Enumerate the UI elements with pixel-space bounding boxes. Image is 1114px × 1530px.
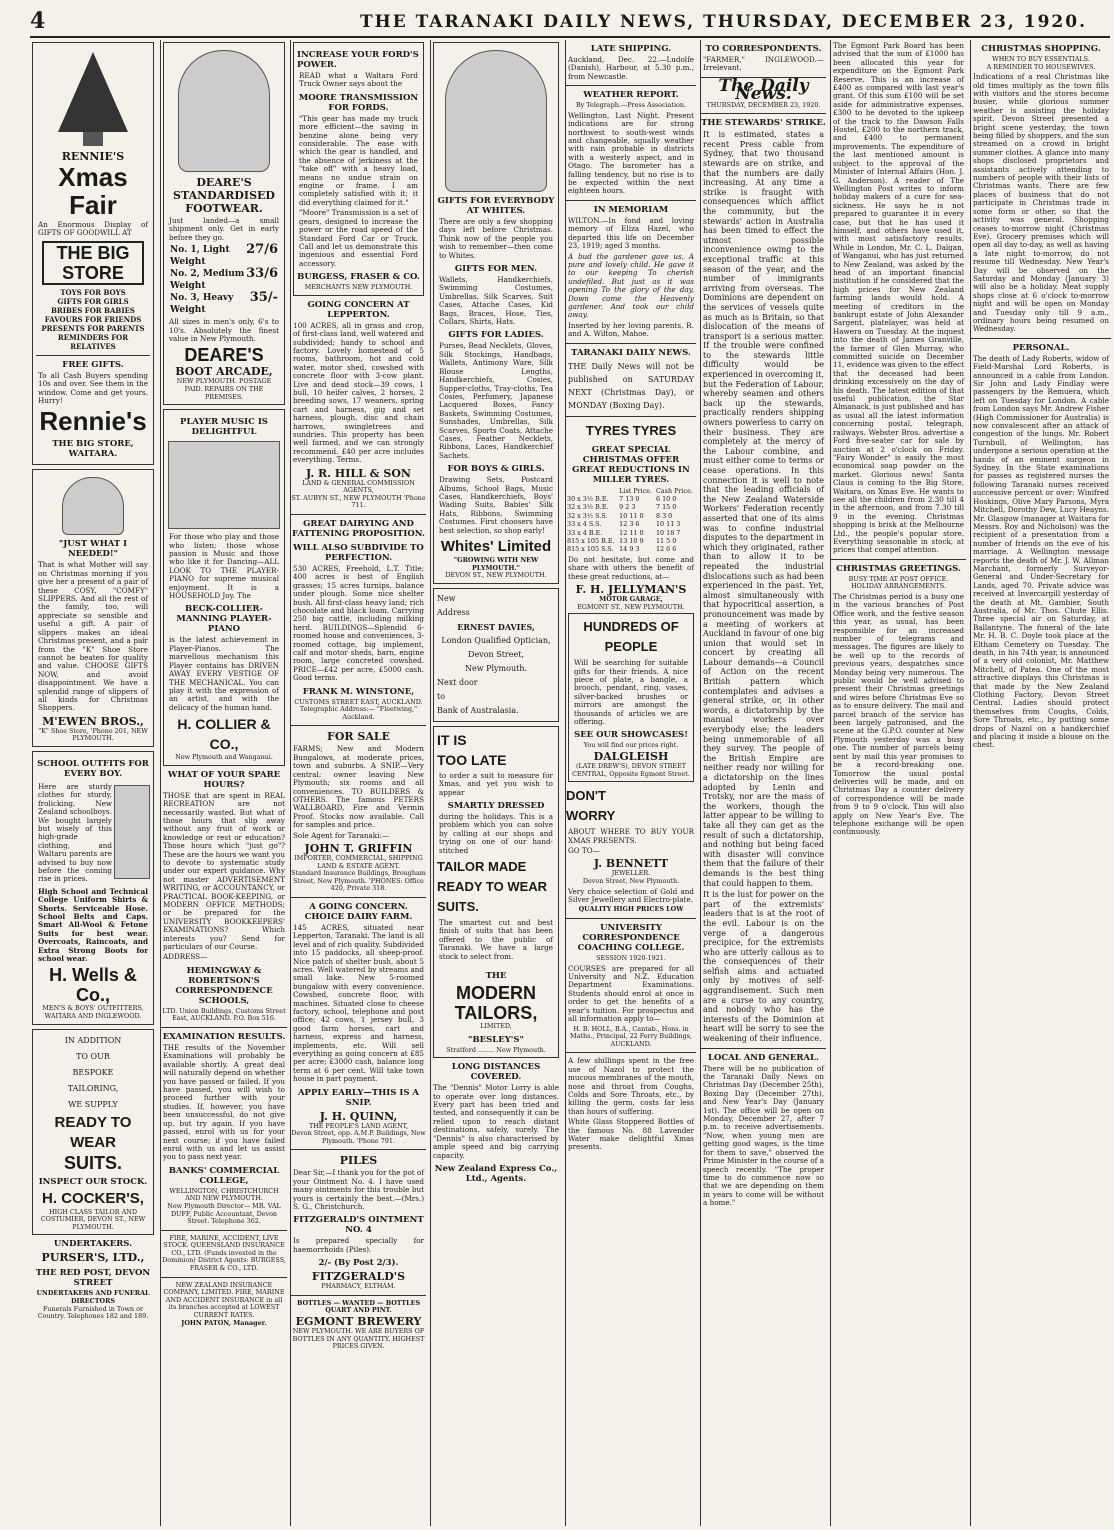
lepperton-body: 100 ACRES, all in grass and crop, of first-class land, well watered and subdivided; handy to school and factory. Lovely homestead of 5 rooms, bathroom, hot and cold water, motor shed, cowshed with concrete floor with 3-cow plant. Live and dead stock—39 cows, 1 bull, 10 heifer calves, 2 horses, 2 breeding sows, 17 weaners, spring cart and harness, gig and set harness, plough, disc and chain harrows, swingletrees and sundries. This property has been well farmed, and we can strongly recommend. £40 per acre includes everything. Terms.: [293, 320, 424, 465]
mcewen-address: "K" Shoe Store, 'Phone 201, NEW PLYMOUTH.: [38, 726, 148, 743]
player-music-heading: PLAYER MUSIC IS DELIGHTFUL: [180, 417, 268, 438]
forsale-body: FARMS; New and Modern Bungalows, at moderate prices, town and suburbs. A SNIP.—Very central; owner leaving New Plymouth; six rooms and all conveniences. TO BUILDERS & OTHERS. The famous PETERS WALLBOARD, Fire and Vermin Proof. Stocks now available. Call for samples and price.: [293, 744, 424, 830]
greetings-sub: BUSY TIME AT POST OFFICE.: [848, 574, 949, 583]
gift-list-item: PRESENTS FOR PARENTS: [41, 323, 145, 333]
strike-body2: It is the lust for power on the part of the extremists' leaders that is at the root of the evil. Labour is on the verge of a dangerous precipice, for the extremists who are utterly callous as to the consequences of their selfish aims and actuated only by motives of self-aggrandisement. Such men are a curse to any country, and nobody who has the interests of the Dominion at heart will be sorry to see the weakening of their influence.: [703, 890, 824, 1044]
davies-line: New: [437, 593, 456, 603]
fitzgerald-address: PHARMACY, ELTHAM.: [321, 1282, 396, 1291]
table-cell: 10 11 3: [655, 520, 681, 529]
gift-list-item: REMINDERS FOR RELATIVES: [57, 332, 129, 351]
table-cell: 8 3 0: [655, 511, 673, 520]
gift-list-item: FAVOURS FOR FRIENDS: [44, 314, 142, 324]
weather-body: Wellington, Last Night. Present indications are for strong northwest to south-west winds and changeable, squally weather with rain probable in districts with a westerly aspect, and in Otago. The barometer has a falling tendency, but no rise is to be expected within the next eighteen hours.: [568, 110, 694, 196]
dalgleish-ad: [568, 613, 694, 782]
hundreds-heading: HUNDREDS OF PEOPLE: [583, 619, 679, 655]
table-header: List Price.: [619, 486, 653, 495]
column-6: [700, 40, 826, 1526]
davies-line: New Plymouth.: [464, 663, 528, 673]
weather-sub: By Telegraph.—Press Association.: [575, 101, 687, 110]
column-4: [430, 40, 561, 1526]
university-session: SESSION 1920-1921.: [596, 954, 666, 963]
correspondents-body: "FARMER," INGLEWOOD.—Irrelevant.: [703, 55, 824, 73]
page-columns: [30, 40, 1110, 1526]
tree-pot-icon: [83, 132, 103, 146]
piles-product: FITZGERALD'S OINTMENT NO. 4: [293, 1215, 424, 1236]
table-cell: 6 10 0: [655, 494, 677, 503]
modern-the: THE: [485, 971, 507, 982]
whites-body: There are only a few shopping days left before Christmas. Think now of the people you wish to remember—then come to Whites.: [439, 217, 553, 260]
late-body: to order a suit to measure for Xmas, and yet you wish to appear: [439, 770, 553, 797]
table-cell: 13 10 9: [619, 537, 644, 545]
bennett-quality: QUALITY HIGH PRICES LOW: [578, 905, 684, 914]
deare-ad: [163, 42, 285, 405]
price-row: [167, 244, 281, 268]
winstone-telegraphic: Telegraphic Address:— "Fleetwing," Auckland.: [299, 705, 418, 721]
exam-ad: [161, 1032, 287, 1226]
column-8: [970, 40, 1111, 1526]
tyres-ad: [566, 421, 696, 612]
memoriam-verse: A bud the gardener gave us, A pure and lovely child. He gave it to our keeping To cherish undefiled. But just as it was opening To the glory of the day, Down came the Heavenly gardener, And took our child away.: [568, 251, 694, 320]
table-row: [566, 529, 696, 537]
table-cell: 12 3 6: [619, 520, 640, 529]
piano-body2: is the latest achievement in Player-Pianos. The marvellous mechanism this Player contains has DRIVEN AWAY EVERY VESTIGE OF THE MECHANICAL. You can play it with the expression of an artist, and with the delicacy of the human hand.: [169, 635, 279, 712]
insurance-ad: [161, 1235, 287, 1328]
queensland-insurance: FIRE, MARINE, ACCIDENT, LIVE STOCK. QUEENSLAND INSURANCE CO., LTD. (Funds invested in the Dominion) District Agents: BURGESS, FRASER & CO., LTD.: [162, 1233, 286, 1273]
table-header-row: [566, 487, 696, 495]
cocker-address: HIGH CLASS TAILOR AND COSTUMIER, DEVON ST., NEW PLYMOUTH.: [40, 1207, 146, 1231]
modern-limited: LIMITED,: [480, 1022, 512, 1031]
piles-spec: Is prepared specially for haemorrhoids (Piles).: [293, 1236, 424, 1254]
burgess-address: MERCHANTS NEW PLYMOUTH.: [304, 283, 413, 292]
purser-firm: PURSER'S, LTD.,: [41, 1251, 145, 1265]
banks-director: New Plymouth Director— MR. VAL DUFF, Public Accountant, Devon Street. Telephone 362.: [167, 1201, 281, 1226]
purser-phones: Funerals Furnished in Town or Country. Telephones 182 and 189.: [37, 1304, 149, 1321]
free-gifts-heading: FREE GIFTS.: [62, 359, 124, 370]
shopping-body: Indications of a real Christmas like old times multiply as the town fills with visitors and the stores become busier, while glorious summer weather is assisting the holiday spirit. Devon Street presented a bright scene yesterday, the town being filled by shoppers, and the sun streamed on a crowd in bright summer clothes. A glance into many shops disclosed proprietors and assistants actively attending to numbers of people with their lists of Christmas wants. There are few places of business that do not participate in Christmas trade in some form or other, so that the activity was general. Shopping ceases to-morrow night (Christmas Eve). Grocery premises which will open all day to-day, as well as having a late night to-morrow, do not resume till Wednesday. New Year's Day will be observed on the Saturday and Monday (January 3) will also be a holiday. Meat supply shops close at 6 o'clock to-morrow night and will be open on Monday and Tuesday only till 9 a.m., ordinary hours being resumed on Wednesday.: [973, 72, 1109, 334]
local-continued: The Egmont Park Board has been advised that the sum of £1000 has been allocated this year for expenditure on the Egmont Park Reserve. This is an increase of £400 as compared with last year's grant. Of this sum £100 will be set aside for administrative expenses, £300 to be devoted to the upkeep of the track to the Dawson Falls Hostel, £200 to the northern track, and £400 to permanent improvements. The expenditure of the last mentioned amount is subject to the approval of the Minister of Internal Affairs (Hon. J. G. Anderson). A reader of The Wellington Post writes to inform holiday makers of a cure for sea-sickness. He says he is not prepared to guarantee it in every case, but that he has used it himself, and others have used it, with most satisfactory results. While in London, Mr. C. L. Dalgan, of Wanganui, who has just returned to New Zealand, was asked by the head of an important financial institution if he considered that the high prices for New Zealand farming lands would hold. A meeting of creditors in the bankrupt estate of John Alexander Sargent, platelayer, was held at Hawera on Tuesday. At the inquest into the death of James Granville, the farmer of Glen Murray, who committed suicide on December 11, evidence was given to the effect that the deceased had been drinking excessively on the day of his death. The latest edition of that useful publication, the Star Almanack, is just published and has as usual all the latest information concerning postal, telegraph, railways. Webster Bros. advertise a Ford five-seater car for sale by auction at 2 o'clock on Friday. "Fairy Wonder" is easily the most economical soap powder on the market. Glorious news! Santa Claus is coming to the Big Store, Waitara, on Xmas Eve. He wants to see all the children from 2.30 till 4 in the afternoon, and from 7.30 till 9 in the evening. Christmas shopping is brisk at the Melbourne Ltd., the people's popular store. Everything seasonable in stock, at prices that compel attention.: [833, 41, 964, 555]
bennett-address: Devon Street, New Plymouth.: [582, 877, 680, 886]
cocker-ad: [32, 1029, 154, 1236]
column-2: [160, 40, 287, 1526]
wells-address: MEN'S & BOYS' OUTFITTERS, WAITARA AND INGLEWOOD.: [42, 1004, 144, 1021]
table-cell: 14 9 3: [619, 545, 640, 554]
winstone-firm: FRANK M. WINSTONE,: [302, 686, 415, 697]
piano-model: BECK-COLLIER-MANNING PLAYER-PIANO: [176, 604, 272, 635]
it-is: IT IS: [437, 731, 467, 748]
price-label: No. 1, Light Weight: [170, 245, 230, 268]
deare-address: NEW PLYMOUTH. POSTAGE PAID. REPAIRS ON THE PREMISES.: [176, 377, 272, 401]
greetings-sub2: HOLIDAY ARRANGEMENTS.: [851, 582, 946, 591]
man-portrait-illustration-icon: [178, 50, 270, 172]
going-concern-apply: APPLY EARLY—THIS IS A SNIP.: [297, 1087, 420, 1108]
forsale-agent: Sole Agent for Taranaki:—: [293, 830, 390, 840]
purser-address: THE RED POST, DEVON STREET: [35, 1268, 151, 1289]
memoriam-body: WILTON.—In fond and loving memory of Eliza Hazel, who departed this life on December 23, 1919; aged 3 months.: [568, 215, 694, 251]
see-showcases: SEE OUR SHOWCASES!: [574, 730, 688, 741]
piano-player-illustration-icon: [168, 441, 280, 529]
whites-address: DEVON ST., NEW PLYMOUTH.: [445, 571, 547, 580]
banks-firm: BANKS' COMMERCIAL COLLEGE,: [168, 1165, 280, 1186]
wells-firm: H. Wells & Co.,: [49, 965, 137, 1006]
masthead: [30, 6, 1110, 38]
going-concern-body: 145 ACRES, situated near Lepperton, Taranaki. The land is all level and of rich quality. Subdivided into 15 paddocks, all sheep-proof. Nice patch of shelter bush, about 5 acres. Well watered by streams and small lake. New 5-roomed bungalow with every convenience. Cowshed, concrete floor, with machines. Situated close to cheese factory, school, telephone and post office; 42 cows, 1 jersey bull, 3 good farm horses, cart and harness, express and harness, implements, etc. Will sell everything as going concern at £85 per acre; £3000 cash, balance long term at 6 per cent. Will take town house in part payment.: [293, 922, 424, 1084]
gift-list-item: BRIBES FOR BABIES: [50, 305, 135, 315]
spare-hours-heading: WHAT OF YOUR SPARE HOURS?: [167, 769, 281, 790]
big-store-logo: THE BIG STORE: [42, 241, 144, 285]
late-body3: The smartest cut and best finish of suits that has been offered to the public of Taranaki. We have a large stock to select from.: [439, 918, 553, 961]
ford-quote: "This gear has made my truck more efficient—the saving in benzine alone being very considerable. The ease with which the gear is handled, and the absence of jerkiness at the "take off" with a heavy load, means no undue strain on engine or frame. I am completely satisfied with it; it did everything claimed for it.": [299, 113, 418, 207]
deare-intro: Just landed—a small shipment only. Get in early before they go.: [169, 216, 279, 242]
cocker-line: WE SUPPLY: [68, 1099, 118, 1109]
spare-hours-ad: [161, 770, 287, 1023]
gift-list: [36, 288, 150, 351]
table-row: [566, 495, 696, 503]
burgess-firm: BURGESS, FRASER & CO.: [297, 272, 420, 283]
distance-heading: LONG DISTANCES COVERED.: [451, 1062, 541, 1083]
jellyman-address: EGMONT ST., NEW PLYMOUTH.: [577, 602, 685, 611]
xmas-fair-headline: Xmas Fair: [58, 162, 128, 220]
deare-sizes: All sizes in men's only, 6's to 10's. Absolutely the finest value in New Plymouth.: [169, 317, 279, 344]
table-cell: 33 x 4 S.S.: [567, 520, 602, 529]
column-3: [290, 40, 426, 1526]
ford-heading: INCREASE YOUR FORD'S POWER.: [297, 50, 419, 70]
tailor-made: TAILOR MADE: [437, 859, 527, 875]
smartly-dressed: SMARTLY DRESSED: [447, 801, 545, 811]
collier-ad: [163, 409, 285, 766]
going-concern-heading: A GOING CONCERN. CHOICE DAIRY FARM.: [304, 901, 413, 922]
rennies-footer: Rennie's: [39, 406, 147, 437]
modern-word: MODERN: [456, 983, 536, 1004]
lepperton-heading: GOING CONCERN AT LEPPERTON.: [307, 299, 410, 320]
too-late: TOO LATE: [437, 751, 507, 768]
table-row: [566, 512, 696, 520]
local-heading: LOCAL AND GENERAL.: [708, 1052, 819, 1063]
table-cell: 10 11 0: [619, 511, 644, 520]
greetings-heading: CHRISTMAS GREETINGS.: [836, 563, 961, 574]
gifts-men-heading: GIFTS FOR MEN.: [454, 264, 538, 275]
column-7: [830, 40, 966, 1526]
griffin-title: IMPORTER, COMMERCIAL, SHIPPING LAND & ESTATE AGENT.: [294, 853, 423, 870]
purser-line: UNDERTAKERS AND FUNERAL DIRECTORS: [36, 1289, 150, 1306]
deare-firm: DEARE'S: [184, 345, 264, 366]
university-ad: [566, 923, 696, 1048]
tyres-heading: TYRES TYRES: [585, 422, 677, 438]
forsale-heading: FOR SALE: [327, 730, 390, 744]
insurance-manager: JOHN PATON, Manager.: [181, 1318, 267, 1327]
going-concern-ad: [291, 902, 426, 1146]
table-cell: 33 x 4 B.E.: [567, 528, 603, 537]
fitzgerald-firm: FITZGERALD'S: [311, 1270, 406, 1284]
ford-body2: "Moore" Transmission is a set of gears, designed to increase the power or the road speed of the Standard Ford Car or Truck. Call and let us demonstrate this ingenious and essential Ford accessory.: [299, 208, 418, 268]
column-5: [565, 40, 696, 1526]
cocker-suits: SUITS.: [63, 1152, 122, 1173]
price-row: [167, 268, 281, 292]
nazol-body: A few shillings spent in the free use of Nazol to protect the mucous membranes of the mouth, nose and throat from Coughs, Colds and Sore Throats, etc., by killing the germ, costs far less than hours of suffering.: [568, 1056, 694, 1116]
school-outfits-heading: SCHOOL OUTFITS FOR EVERY BOY.: [37, 758, 149, 779]
memoriam-sign: Inserted by her loving parents, R. and A. Wilton, Mahoe.: [568, 320, 694, 339]
jellyman-firm: F. H. JELLYMAN'S: [575, 583, 687, 597]
worry: WORRY: [566, 808, 616, 824]
slippers-heading: "JUST WHAT I NEEDED!": [58, 539, 128, 560]
column-1: [30, 40, 156, 1526]
gifts-ladies-heading: GIFTS FOR LADIES.: [448, 330, 544, 341]
lepperton-ad: [291, 300, 426, 510]
whites-slogan: "GROWING WITH NEW PLYMOUTH.": [453, 556, 539, 572]
quinn-address: Devon Street, opp. A.M.P. Buildings, New Plymouth. 'Phone 791.: [291, 1129, 426, 1145]
table-cell: 32 x 3½ S.S.: [567, 511, 608, 520]
davies-line: Bank of Australasia.: [437, 705, 519, 715]
hill-address: ST. AUBYN ST., NEW PLYMOUTH 'Phone 711.: [291, 493, 426, 510]
tailors-word: TAILORS,: [454, 1003, 538, 1024]
inspect-stock: INSPECT OUR STOCK.: [38, 1176, 148, 1187]
worry-body: ABOUT WHERE TO BUY YOUR XMAS PRESENTS.: [568, 827, 694, 845]
table-cell: 7 13 0: [619, 494, 640, 503]
price-value: 33/6: [246, 266, 278, 282]
table-cell: 7 15 0: [655, 503, 677, 512]
banks-cities: WELLINGTON, CHRISTCHURCH AND NEW PLYMOUTH.: [169, 1186, 279, 1203]
table-cell: 815 x 105 B.E.: [567, 537, 615, 545]
strike-body: It is estimated, states a recent Press cable from Sydney, that two thousand stewards are on strike, and that the numbers are daily increasing. At any time a strike is fraught with consequences which afflict the community, but the stewards' action in Australia has been timed to effect the utmost possible inconvenience owing to the exceptional traffic at this season of the year, and the number of immigrants arriving from overseas. The Dominions are dependent on the services of vessels quite as much as is Britain, so that dislocation of the means of transport is a serious matter. If the trouble were confined to the stewards little difficulty would be experienced in overcoming it, but the Federation of Labour, whereby seamen and others back up the stewards, practically renders shipping owners powerless to carry on their business. They are completely at the mercy of the Labour combine, and must either come to terms or cease operations. In this connection it is well to note that the leading officials of the New Zealand Waterside Workers' Federation recently asserted that one of its aims was to confine industrial disputes to the department in which they originated, rather than to allow it to be repeated the industrial dislocations such as had been experienced in the past. Yet, almost simultaneously with that hypocritical assertion, a pronouncement was made by a meeting of workers at Auckland in favour of one big union that would set in concert by creating all Labour demands—a Council of Action on the recent British pattern which contemplates and advises a general strike, or, in other words, a dictatorship by the manual workers over everybody else; the leaders being unmemorable of all they survey. The people of the British Empire are neither ready nor willing for a dictatorship on the lines adopted by Lenin and Trotsky, nor are the mass of the workers, though the latter appear to be willing to take all they can get as the result of such a dictatorship, and nothing but being faced with disaster will convince them that the failure of their demands is the best thing that could happen to them.: [703, 130, 824, 888]
jellyman-garage: MOTOR GARAGE,: [599, 595, 663, 604]
price-value: 35/-: [249, 290, 278, 306]
tyre-price-table: [566, 487, 696, 554]
quinn-firm: J. H. QUINN,: [319, 1109, 398, 1123]
university-body: COURSES are prepared for all University and N.Z. Education Department Examinations. Students should enrol at once in order to get the benefits of a year's tuition. For prospectus and all information apply to—: [568, 963, 694, 1024]
modern-tailors-logo: [437, 971, 555, 1054]
table-cell: 12 6 6: [655, 545, 677, 554]
shopping-sub: WHEN TO BUY ESSENTIALS.: [992, 55, 1090, 63]
free-gifts-text: To all Cash Buyers spending 10s and over. See them in the window. Come and get yours. Hurry!: [38, 370, 148, 406]
gift-list-item: GIFTS FOR GIRLS: [57, 296, 129, 306]
news-notice-body: THE Daily News will not be published on SATURDAY NEXT (Christmas Day), or MONDAY (Boxing Day).: [568, 361, 694, 410]
table-cell: 10 18 7: [655, 528, 681, 537]
gift-list-item: TOYS FOR BOYS: [60, 287, 126, 297]
whites-ad: [433, 42, 559, 584]
cocker-line: BESPOKE: [72, 1067, 114, 1077]
table-row: [566, 503, 696, 511]
deare-firm2: BOOT ARCADE,: [175, 365, 273, 379]
gifts-boys-heading: FOR BOYS & GIRLS.: [447, 464, 545, 475]
price-value: 27/6: [246, 242, 278, 258]
bennett-ad: [566, 786, 696, 914]
table-row: [566, 520, 696, 528]
school-outfits-body: Here are sturdy clothes for sturdy, frolicking, New Zealand schoolboys. We bought largely but wisely of this high-grade clothing, and Waltaru parents are advised to buy now before the coming rise in prices.: [38, 781, 112, 884]
greetings-body: The Christmas period is a busy one in the various branches of Post Office work, and the festive season this year, as usual, has been responsible for an increased number of telegrams and messages. The figures are likely to be well up to the records of previous years, despatches since Monday being very numerous. The public would be well advised to present their Christmas greetings and wires before Christmas Eve so as to ensure delivery. The mail and parcel branch of the service has been largely patronised, and the scene at the G.P.O. counter at New Plymouth yesterday was a busy one. The number of parcels being sent by mail this year promises to be a record-breaking one. Tomorrow the usual postal deliveries will be made, and on Christmas Day a counter delivery of correspondence will be made from 9 to 9 o'clock. This will also apply on New Year's Eve. The telephone exchange will be open continuously.: [833, 591, 964, 837]
bennett-firm: J. BENNETT: [593, 857, 669, 871]
dalgleish-firm: DALGLEISH: [593, 750, 669, 764]
tyres-body: Do not hesitate, but come and share with others the benefit of these great reductions, at—: [568, 554, 694, 581]
mcewen-ad: [32, 469, 154, 747]
school-outfits-list: High School and Technical College Uniform Shirts & Shorts. Serviceable Hose. School Belts and Caps. Smart All-Wool & Fetone Suits for best wear. Overcoats, Raincoats, and Extra Strong Boots for school wear.: [38, 886, 148, 964]
table-row: [566, 537, 696, 545]
hemingway-firm: HEMINGWAY & ROBERTSON'S CORRESPONDENCE SCHOOLS,: [175, 965, 273, 1006]
table-cell: 11 5 0: [655, 537, 677, 545]
piano-body: For those who play and those who listen; those whose passion is Music and those who like it for Dancing—ALL LOOK TO THE PLAYER-PIANO for supreme musical enjoyment. It is a HOUSEHOLD Joy. The: [169, 532, 279, 601]
dont: DON'T: [566, 788, 606, 804]
strike-heading: THE STEWARDS' STRIKE.: [701, 118, 826, 129]
dairying-ad: [291, 519, 426, 721]
price-row: [167, 292, 281, 316]
tyres-sub: GREAT SPECIAL CHRISTMAS OFFER GREAT REDUCTIONS IN MILLER TYRES.: [572, 444, 690, 485]
personal-body: The death of Lady Roberts, widow of Field-Marshal Lord Roberts, is announced in a cable from London. Sir John and Lady Findlay were passengers by the Remuera, which left on Tuesday for London. A cable from London says Mr. Andrew Fisher (High Commissioner for Australia) is now convalescent after an attack of congestion of the lungs. Mr. Robert Turnbull, of Wellington, has undergone a serious operation at the hands of an eminent surgeon in Sydney. In the State examinations for passes as registered nurses the following Taranaki nurses received successive percent or over: Winifred Hoskings, Olive Mary Parsons, Myra Mitchell, Dorothy Dew, Lucy Heayns. Mr. Glasgow (manager at Waitara for Messrs. Roy and Nicholson) was the recipient of a presentation from a number of friends on the eve of his marriage. A Wellington message reports the death of Mr. J. W. Allman Marchant, formerly Surveyor-General and Under-Secretary for Lands, aged 70. Private advice was received at Invercargill yesterday of the death at Mt. Gambier, South Australia, of Mr. Thos. Chute Ellis. Three special air on Saturday, at Ballantyne. The funeral of the late Mr. H. B. C. Doyle took place at the Eltham Cemetery on Tuesday. The death, in his 74th year, is announced of a very old colonist, Mr. Matthew Mitchell, of Patea. One of the most attractive displays this Christmas is that made by the New Zealand Clothing Factory, Devon Street Central. Ladies should protect themselves from Coughs, Colds, Sore Throats, etc., by putting some drops of Nazol on a handkerchief and placing it inside a blouse on the chest.: [973, 353, 1109, 750]
university-heading: UNIVERSITY CORRESPONDENCE COACHING COLLEGE.: [577, 923, 685, 954]
daily-news-logo: The Daily News.: [718, 75, 809, 105]
piles-heading: PILES: [339, 1154, 378, 1168]
whites-firm: Whites' Limited: [440, 538, 552, 555]
weather-heading: WEATHER REPORT.: [583, 90, 679, 101]
egmont-brewery: EGMONT BREWERY: [295, 1315, 422, 1329]
davies-firm: ERNEST DAVIES,: [457, 621, 535, 632]
modern-address: Stratford ........ New Plymouth.: [446, 1045, 546, 1054]
cocker-firm: H. COCKER'S,: [42, 1189, 144, 1207]
davies-line: Devon Street,: [468, 649, 524, 659]
table-cell: 32 x 3½ B.E.: [567, 503, 609, 512]
griffin-address: Standard Insurance Buildings, Brougham Street, New Plymouth. 'PHONES: Office 420, Private 318.: [291, 869, 426, 893]
davies-ad: [433, 588, 559, 722]
collier-firm: H. COLLIER & CO.,: [177, 716, 271, 753]
news-notice-heading: TARANAKI DAILY NEWS.: [571, 347, 691, 358]
winstone-address: CUSTOMS STREET EAST, AUCKLAND.: [294, 697, 423, 706]
gifts-boys: Drawing Sets, Postcard Albums, School Bags, Music Cases, Handkerchiefs, Boys' Wading Suits, Babies' Silk Hats, Ribbons, Swimming Costumes. First choosers have best selection, so shop early!: [439, 475, 553, 535]
dairying-sub: WILL ALSO SUBDIVIDE TO PERFECTION.: [293, 543, 424, 563]
exam-heading: EXAMINATION RESULTS.: [162, 1032, 286, 1043]
late-shipping-heading: LATE SHIPPING.: [590, 44, 672, 54]
hill-firm: J. R. HILL & SON: [306, 466, 411, 480]
brewery-address: NEW PLYMOUTH. WE ARE BUYERS OF BOTTLES IN ANY QUANTITY. HIGHEST PRICES GIVEN.: [292, 1327, 425, 1351]
rennies-lead: An Enormous Display of GIFTS OF GOODWILL AT: [38, 220, 148, 238]
cocker-line: TO OUR: [76, 1051, 110, 1061]
piles-ad: [291, 1154, 426, 1290]
table-header: Cash Price.: [655, 486, 693, 495]
price-label: No. 2, Medium Weight: [170, 269, 245, 292]
gifts-men: Wallets, Handkerchiefs, Swimming Costumes, Umbrellas, Silk Scarves, Suit Cases, Attache Cases, Kid Bags, Braces, Hose, Ties, Collars, Shirts, Hats.: [439, 275, 553, 327]
rennies-ad: [32, 42, 154, 465]
dairying-body: 530 ACRES, Freehold, L.T. Title; 400 acres is best of English grasses; 15 acres turnips, balance under plough. Some nice shelter bush. All first-class heavy land; rich chocolate and black loam. Carrying 250 big cattle, including milking herd. BUILDINGS—Splendid 6-roomed house and conveniences, 3-roomed cottage, big implement, calf and motor sheds, barn, engine room, large concreted cowshed. PRICE—£42 per acre, £5000 cash. Good terms.: [293, 564, 424, 683]
nz-insurance: NEW ZEALAND INSURANCE COMPANY, LIMITED. FIRE, MARINE AND ACCIDENT INSURANCE in all its branches accepted at LOWEST CURRENT RATES.: [163, 1280, 285, 1320]
bennett-jeweller: JEWELLER.: [611, 869, 651, 878]
hemingway-address: LTD. Union Buildings, Customs Street East, AUCKLAND. P.O. Box 516.: [162, 1006, 286, 1023]
piles-price: 2/- (By Post 2/3).: [318, 1258, 399, 1269]
university-principal: H. B. HOLL, B.A., Cantab., Hons. in Maths., Principal, 22 Ferry Buildings, AUCKLAND.: [570, 1024, 692, 1048]
exam-body: THE results of the November Examinations will probably be available shortly. A great deal will naturally depend on whether you have passed or failed. If you have passed, you will wish to proceed further with your studies. If, however, you have been unsuccessful, do not give up, but try again. If you have passed, enrol with us for your next course; if you have failed enrol with us and let us assist you to pass next year.: [163, 1043, 285, 1162]
late-suits: SUITS.: [437, 899, 479, 915]
wells-ad: [32, 751, 154, 1025]
gifts-ladies: Purses, Bead Necklets, Gloves, Silk Stockings, Handbags, Wallets, Antimony Ware, Silk Blouse Lengths, Handkerchiefs, Cosies, Supper-cloths, Tray-cloths, Tea Cosies, Perfumery, Japanese Lacquered Boxes, Fancy Baskets, Swimming Costumes, Sunshades, Umbrellas, Silk Scarves, Sports Coats, Attache Cases, Feather Necklets, Ribbons, Laces, Handkerchief Sachets.: [439, 341, 553, 460]
table-cell: 30 x 3½ B.E.: [567, 494, 609, 503]
lavender-body: White Glass Stoppered Bottles of the famous No. 88 Lavender Water make delightful Xmas presents.: [568, 1117, 694, 1152]
dairying-heading: GREAT DAIRYING AND FATTENING PROPOSITION.: [292, 519, 425, 539]
ford-ad: [293, 42, 424, 296]
memoriam-heading: IN MEMORIAM: [593, 204, 669, 215]
besleys: "BESLEY'S": [468, 1034, 524, 1045]
quinn-title: THE PEOPLE'S LAND AGENT,: [308, 1121, 409, 1130]
cocker-intro: [36, 1033, 150, 1113]
worry-goto: GO TO—: [568, 846, 600, 856]
table-cell: 815 x 105 S.S.: [567, 545, 614, 554]
spare-hours-address-label: ADDRESS—: [163, 952, 208, 962]
dennis-ad: [431, 1062, 561, 1184]
late-body2: during the holidays. This is a problem which you can solve by calling at our shops and trying on one of our hand-stitched: [439, 812, 553, 855]
personal-heading: PERSONAL.: [1012, 342, 1070, 353]
forsale-ad: [291, 730, 426, 892]
bennett-body2: Very choice selection of Gold and Silver Jewellery and Electro-plate.: [568, 886, 694, 905]
collier-address: New Plymouth and Wanganui.: [175, 753, 273, 762]
davies-line: to: [437, 691, 446, 701]
local-body: There will be no publication of the Taranaki Daily News on Christmas Day (December 25th), Boxing Day (December 27th), and New Year's Day (January 1st). The office will be open on Monday, December 27, after 7 p.m. to receive advertisements. "Now, when young men are getting good wages, is the time for them to save," observed the Prime Minister in the course of a speech recently. "The proper time to do commence now so that we are depending on them in years to come will be without a home.": [703, 1063, 824, 1208]
table-row: [566, 545, 696, 553]
davies-line: Next door: [437, 677, 478, 687]
deare-heading: DEARE'S STANDARDISED FOOTWEAR.: [173, 176, 275, 215]
mcewen-firm: M'EWEN BROS.,: [42, 714, 144, 728]
bottles-wanted: BOTTLES — WANTED — BOTTLES QUART AND PINT.: [296, 1298, 421, 1315]
dalgleish-address: (LATE DREW'S), DEVON STREET CENTRAL, Opposite Egmont Street.: [572, 762, 690, 778]
rennies-address: THE BIG STORE, WAITARA.: [52, 439, 134, 460]
hill-agents: LAND & GENERAL COMMISSION AGENTS,: [302, 478, 415, 495]
modern-tailors-ad: [433, 726, 559, 1058]
see-showcases-sub: You will find our prices right.: [583, 741, 679, 750]
ready-to-wear: READY TO WEAR: [54, 1113, 132, 1151]
schoolboy-illustration-icon: [114, 785, 150, 879]
correspondents-heading: TO CORRESPONDENTS.: [705, 44, 822, 54]
shopping-sub2: A REMINDER TO HOUSEWIVES.: [986, 62, 1096, 71]
whites-heading: GIFTS FOR EVERYBODY AT WHITES.: [437, 196, 555, 216]
davies-line: London Qualified Optician,: [441, 635, 551, 645]
newspaper-title: THE TARANAKI DAILY NEWS, THURSDAY, DECEMBER 23, 1920.: [360, 12, 1088, 32]
brewery-ad: [291, 1300, 426, 1351]
griffin-firm: JOHN T. GRIFFIN: [304, 841, 413, 855]
table-cell: 12 11 0: [619, 528, 644, 537]
slippers-body: That is what Mother will say on Christmas morning if you give her a present of a pair of these COSY, "COMFY" SLIPPERS. And all the rest of the family, too, will appreciate so sensible and useful a gift. A pair of slippers makes an ideal Christmas present, and a pair from the "K" Shoe Store cannot be beaten for quality and value. CHOOSE GIFTS NOW, and avoid disappointment. We have a splendid range of slippers of all kinds for Christmas Shoppers.: [38, 560, 148, 713]
editorial-date: THURSDAY, DECEMBER 23, 1920.: [706, 100, 821, 109]
davies-line: Address: [437, 607, 470, 617]
ready-to-wear-suits: READY TO WEAR: [437, 879, 548, 895]
hundreds-body: Will be searching for suitable gifts for their friends. A nice piece of plate, a bangle, a brooch, pendant, ring, vases, silver-backed brushes or mirrors are amongst the thousands of articles we are offering.: [574, 658, 688, 727]
undertakers-heading: UNDERTAKERS.: [53, 1239, 133, 1250]
shopping-heading: CHRISTMAS SHOPPING.: [981, 44, 1101, 54]
ford-body: READ what a Waltara Ford Truck Owner says about the: [299, 71, 418, 89]
late-shipping-body: Auckland, Dec. 22.—Ludolfe (Danish), Harbour, at 5.30 p.m., from Newcastle.: [568, 55, 694, 81]
moore-product: MOORE TRANSMISSION FOR FORDS.: [298, 92, 419, 113]
undertakers-ad: [30, 1239, 156, 1320]
cocker-line: TAILORING,: [67, 1083, 119, 1093]
christmas-tree-icon: [58, 52, 128, 132]
distance-body: The "Dennis" Motor Lorry is able to operate over long distances. Every part has been tried and tested, and consequently it can be relied upon to reach distant destinations, safely, surely. The "Dennis" is also characterised by ample speed and big carrying capacity.: [433, 1083, 559, 1160]
rennies-name: RENNIE'S: [61, 150, 125, 163]
price-label: No. 3, Heavy Weight: [170, 293, 234, 316]
table-header: [566, 487, 618, 495]
page-number: 4: [30, 8, 46, 34]
piles-body: Dear Sir,—I thank you for the pot of your Ointment No. 4. I have used many ointments for this trouble but yours is certainly the best.—(Mrs.) S. G., Christchurch.: [293, 1168, 424, 1212]
slipper-illustration-icon: [62, 477, 124, 535]
spare-hours-body: THOSE that are spent in REAL RECREATION are not necessarily wasted. But what of those hours that slip away without any fruit of work or knowledge or rest or education? Those hours which "just go"? These are the hours we want you to devote to systematic study under our expert guidance. Why not master ADVERTISEMENT WRITING, or ACCOUNTANCY, or PRACTICAL BOOK-KEEPING, or MODERN OFFICE METHODS; or be prepared for the UNIVERSITY BOOKKEEPERS' EXAMINATIONS? Which interests you? Send for particulars of our Course.: [163, 790, 285, 952]
table-cell: 9 2 3: [619, 503, 636, 512]
christmas-stocking-illustration-icon: [445, 50, 547, 192]
nz-express: New Zealand Express Co., Ltd., Agents.: [434, 1163, 558, 1184]
cocker-line: IN ADDITION: [64, 1035, 122, 1045]
